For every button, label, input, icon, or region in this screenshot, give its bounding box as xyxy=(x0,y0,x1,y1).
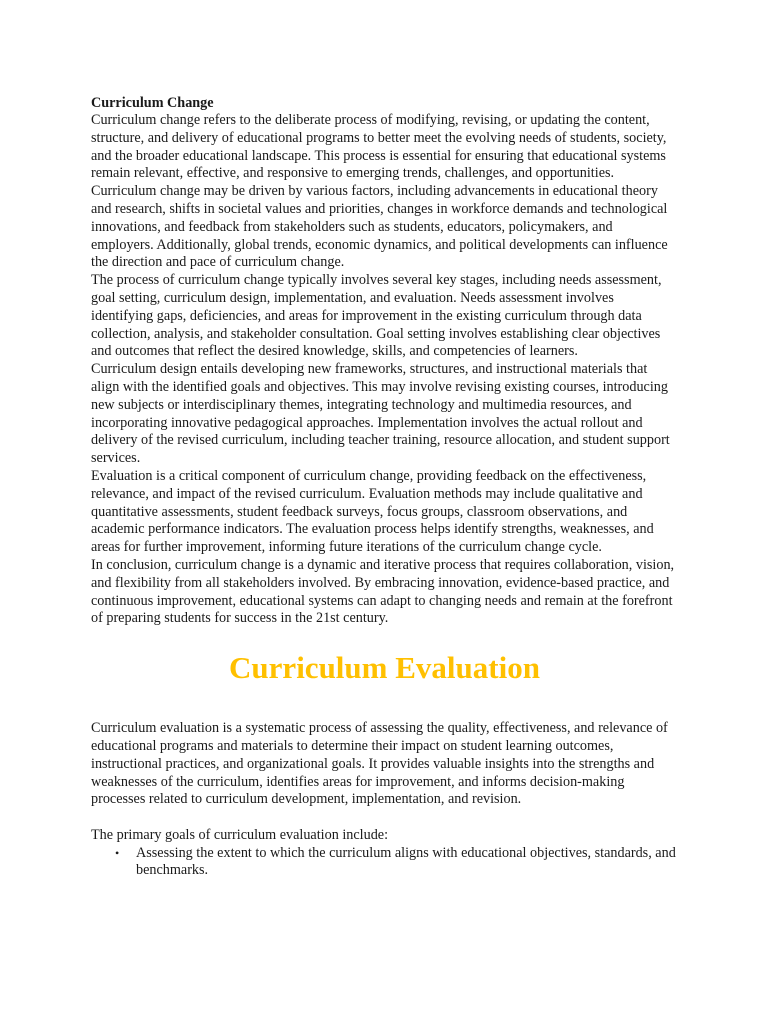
paragraph: Curriculum evaluation is a systematic process of assessing the quality, effectiveness, and relevance of educational programs and materials to determine their impact on student learning outcomes, instructional practices, and organizational goals. It provides valuable insights into the strengths and weaknesses of the curriculum, identifies areas for improvement, and informs decision-making processes related to curriculum development, implementation, and revision. xyxy=(91,720,668,808)
paragraph-spacer xyxy=(91,809,678,827)
paragraph: In conclusion, curriculum change is a dynamic and iterative process that requires collaboration, vision, and flexibility from all stakeholders involved. By embracing innovation, evidence-based practice, and continuous improvement, educational systems can adapt to changing needs and remain at the forefront of preparing students for success in the 21st century. xyxy=(91,556,675,627)
curriculum-change-section xyxy=(91,94,678,628)
paragraph: Evaluation is a critical component of curriculum change, providing feedback on the effectiveness, relevance, and impact of the revised curriculum. Evaluation methods may include qualitative and quantitative assessments, student feedback surveys, focus groups, classroom observations, and academic performance indicators. The evaluation process helps identify strengths, weaknesses, and areas for further improvement, informing future iterations of the curriculum change cycle. xyxy=(91,467,654,556)
paragraph: The process of curriculum change typically involves several key stages, including needs assessment, goal setting, curriculum design, implementation, and evaluation. Needs assessment involves identifying gaps, deficiencies, and areas for improvement in the existing curriculum through data collection, analysis, and stakeholder consultation. Goal setting involves establishing clear objectives and outcomes that reflect the desired knowledge, skills, and competencies of learners. xyxy=(91,272,662,360)
bullet-icon: • xyxy=(115,845,120,860)
list-item xyxy=(91,845,678,881)
paragraph: Curriculum design entails developing new frameworks, structures, and instructional materials that align with the identified goals and objectives. This may involve revising existing courses, introducing new subjects or interdisciplinary themes, integrating technology and multimedia resources, and incorporating innovative pedagogical approaches. Implementation involves the actual rollout and delivery of the revised curriculum, including teacher training, resource allocation, and student support services. xyxy=(91,361,670,467)
list-item-text: Assessing the extent to which the curriculum aligns with educational objectives, standards, and benchmarks. xyxy=(136,844,676,879)
curriculum-evaluation-title: Curriculum Evaluation xyxy=(229,650,540,686)
section-heading: Curriculum Change xyxy=(91,95,214,111)
curriculum-evaluation-section xyxy=(91,720,678,880)
paragraph: Curriculum change may be driven by various factors, including advancements in educational theory and research, shifts in societal values and priorities, changes in workforce demands and technological innovations, and feedback from stakeholders such as students, educators, policymakers, and employers. Additionally, global trends, economic dynamics, and political developments can influence the direction and pace of curriculum change. xyxy=(91,183,668,271)
paragraph: Curriculum change refers to the deliberate process of modifying, revising, or updating the content, structure, and delivery of educational programs to better meet the evolving needs of students, society, and the broader educational landscape. This process is essential for ensuring that educational systems remain relevant, effective, and responsive to emerging trends, challenges, and opportunities. xyxy=(91,112,667,182)
goals-lead: The primary goals of curriculum evaluation include: xyxy=(91,826,389,843)
goals-list xyxy=(91,845,678,881)
